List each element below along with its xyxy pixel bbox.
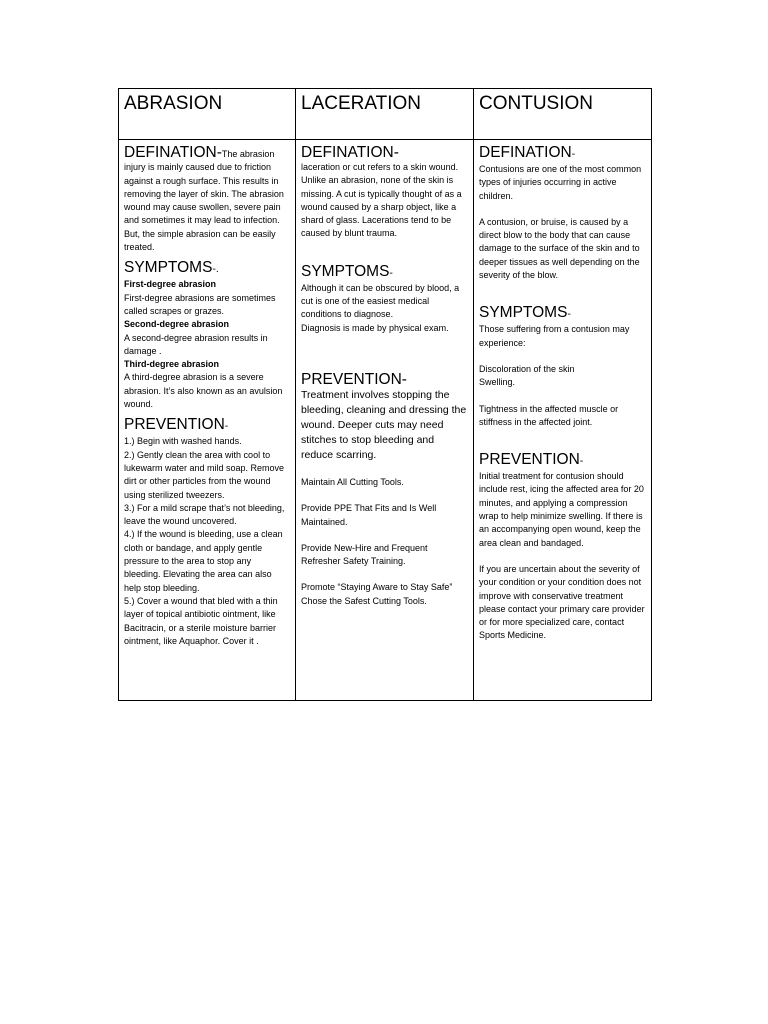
third-degree-text: A third-degree abrasion is a severe abrasion. It’s also known as an avulsion wound. [124, 372, 283, 410]
laceration-symptoms [301, 263, 468, 335]
header-cell-laceration [296, 89, 474, 140]
contusion-symptoms-title: SYMPTOMS- [479, 304, 571, 322]
contusion-prevention [479, 451, 646, 643]
contusion-symptoms [479, 304, 646, 429]
injury-comparison-table [118, 88, 652, 701]
abrasion-symptoms-title: SYMPTOMS-. [124, 259, 219, 277]
contusion-symptoms-text-3: Tightness in the affected muscle or stiffness in the affected joint. [479, 403, 619, 427]
header-row [119, 89, 652, 140]
abrasion-heading: ABRASION [124, 93, 223, 114]
laceration-symptoms-text: Although it can be obscured by blood, a cut is one of the easiest medical conditions to diagnose. Diagnosis is made by physical exam. [301, 282, 460, 333]
laceration-tip-1: Maintain All Cutting Tools. [301, 476, 404, 487]
header-cell-abrasion [119, 89, 296, 140]
contusion-definition-title: DEFINATION- [479, 144, 576, 161]
abrasion-prevention [124, 416, 290, 648]
laceration-prevention-title: PREVENTION- [301, 370, 407, 388]
contusion-definition-text-2: A contusion, or bruise, is caused by a direct blow to the body that can cause damage to the surface of the skin and to deeper tissues as well depending on the severity of the blow. [479, 216, 640, 281]
abrasion-symptoms [124, 259, 290, 411]
contusion-symptoms-text-1: Those suffering from a contusion may experience: [479, 324, 630, 348]
abrasion-definition-text: injury is mainly caused due to friction against a rough surface. This results in removing the layer of skin. The abrasion wound may cause swollen, severe pain and sometimes it may lead to infection. But, the simple abrasion can be easily treated. [124, 162, 284, 253]
contusion-symptoms-text-2: Discoloration of the skin Swelling. [479, 363, 575, 388]
contusion-prevention-text-1: Initial treatment for contusion should include rest, icing the affected area for 20 minutes, and applying a compression wrap to help minimize swelling. If there is an accompanying open wound, keep the area clean and bandaged. [479, 471, 644, 548]
laceration-definition [301, 144, 468, 241]
laceration-definition-text: laceration or cut refers to a skin wound. Unlike an abrasion, none of the skin is missing. A cut is typically thought of as a wound caused by a sharp object, like a shard of glass. Lacerations tend to be caused by blunt trauma. [301, 162, 462, 239]
contusion-prevention-text-2: If you are uncertain about the severity of your condition or your condition does not improve with conservative treatment please contact your primary care provider or for more specialized care, contact Sports Medicine. [479, 563, 645, 641]
contusion-prevention-title: PREVENTION- [479, 451, 584, 469]
first-degree-text: First-degree abrasions are sometimes called scrapes or grazes. [124, 292, 276, 316]
second-degree-text: A second-degree abrasion results in damage . [124, 332, 268, 356]
laceration-prevention [301, 371, 468, 608]
laceration-tip-4: Promote “Staying Aware to Stay Safe” Chose the Safest Cutting Tools. [301, 582, 453, 606]
abrasion-cell [119, 140, 296, 701]
abrasion-prevention-text: 1.) Begin with washed hands. 2.) Gently clean the area with cool to lukewarm water and mild soap. Remove dirt or other particles from the wound using sterilized tweezers. 3.) For a mild scrape that’s not bleeding, leave the wound uncovered. 4.) If the wound is bleeding, use a clean cloth or bandage, and apply gentle pressure to the area to stop any bleeding. Elevating the area can also help stop bleeding. 5.) Cover a wound that bled with a thin layer of topical antibiotic ointment, like Bacitracin, or a sterile moisture barrier ointment, like Aquaphor. Cover it . [124, 436, 285, 646]
laceration-heading: LACERATION [301, 93, 422, 114]
abrasion-definition [124, 144, 290, 254]
abrasion-definition-inline: The abrasion [221, 149, 275, 159]
contusion-cell [474, 140, 652, 701]
header-cell-contusion [474, 89, 652, 140]
contusion-heading: CONTUSION [479, 93, 593, 114]
laceration-symptoms-title: SYMPTOMS- [301, 262, 393, 280]
laceration-definition-title: DEFINATION- [301, 144, 399, 161]
abrasion-definition-title: DEFINATION- [124, 144, 222, 161]
laceration-prevention-text: Treatment involves stopping the bleeding, cleaning and dressing the wound. Deeper cuts may need stitches to stop bleeding and reduce scarring. [301, 388, 467, 461]
contusion-definition-text-1: Contusions are one of the most common types of injuries occurring in active children. [479, 164, 642, 201]
first-degree-title: First-degree abrasion [124, 279, 217, 290]
laceration-tip-3: Provide New-Hire and Frequent Refresher Safety Training. [301, 542, 428, 567]
body-row [119, 140, 652, 701]
laceration-cell [296, 140, 474, 701]
second-degree-title: Second-degree abrasion [124, 319, 230, 330]
laceration-tip-2: Provide PPE That Fits and Is Well Maintained. [301, 503, 437, 527]
third-degree-title: Third-degree abrasion [124, 359, 220, 370]
contusion-definition [479, 144, 646, 282]
abrasion-prevention-title: PREVENTION- [124, 416, 229, 434]
